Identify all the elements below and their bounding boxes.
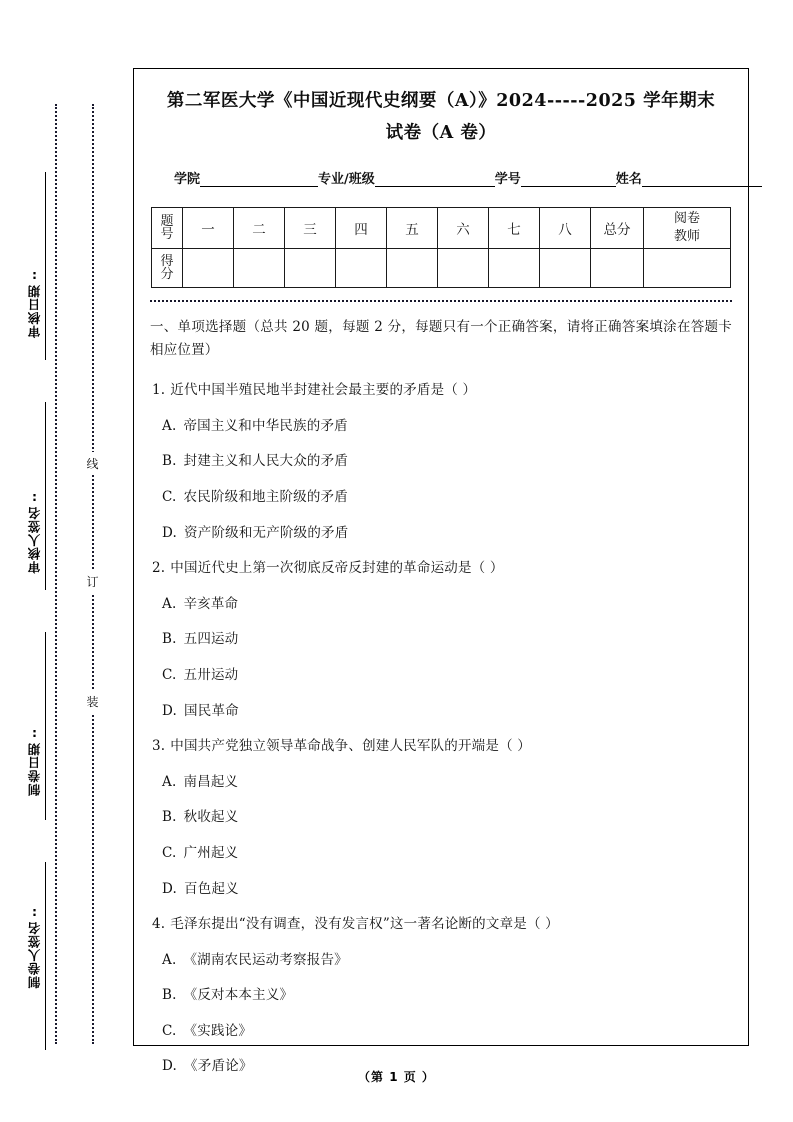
score-header-3: 三 [285, 207, 336, 248]
option-b-text: 封建主义和人民大众的矛盾 [183, 453, 349, 470]
option-c[interactable] [150, 665, 732, 687]
score-cell-7[interactable] [489, 248, 540, 287]
option-a-text: 辛亥革命 [183, 595, 239, 612]
grader-char-1: 阅卷 [673, 211, 700, 227]
fold-mark-bind: 装 [84, 690, 101, 713]
student-id-label: 学号 [494, 171, 521, 187]
margin-label-production-date: 制卷日期: [27, 726, 42, 796]
score-cell-4[interactable] [336, 248, 387, 287]
option-c-label: C. [162, 1022, 177, 1039]
option-d-text: 百色起义 [184, 880, 239, 897]
option-a-text: 帝国主义和中华民族的矛盾 [183, 417, 348, 434]
option-d-label: D. [162, 880, 178, 897]
fold-mark-staple: 订 [84, 570, 101, 593]
option-b[interactable] [150, 985, 732, 1007]
score-header-4: 四 [336, 207, 387, 248]
option-d[interactable] [150, 701, 732, 723]
score-cell-8[interactable] [540, 248, 591, 287]
score-cell-total[interactable] [591, 248, 644, 287]
question-stem [150, 914, 732, 936]
option-d[interactable] [150, 879, 732, 901]
exam-paper-body [133, 68, 749, 1075]
option-b-label: B. [162, 809, 177, 826]
question-stem [150, 736, 732, 758]
option-a-label: A. [162, 595, 177, 612]
option-d-text: 资产阶级和无产阶级的矛盾 [184, 524, 349, 541]
option-c-text: 《实践论》 [183, 1022, 253, 1039]
score-cell-1[interactable] [183, 248, 234, 287]
score-header-7: 七 [489, 207, 540, 248]
score-header-grader [644, 207, 731, 248]
option-b-text: 五四运动 [183, 631, 239, 648]
option-b-label: B. [162, 631, 177, 648]
exam-title-line-1: 第二军医大学《中国近现代史纲要（A）》2024-----2025 学年期末 [166, 91, 716, 111]
major-class-input[interactable] [375, 173, 495, 187]
student-info-row [150, 168, 732, 187]
college-label: 学院 [174, 171, 201, 187]
section-divider [150, 300, 732, 302]
option-b[interactable] [150, 807, 732, 829]
margin-label-producer-signature: 制卷人签名: [27, 905, 42, 989]
review-date-rule [45, 172, 46, 360]
question-number: 1. [152, 382, 166, 399]
option-d-label: D. [162, 524, 178, 541]
producer-signature-rule [45, 862, 46, 1050]
score-cell-6[interactable] [438, 248, 489, 287]
production-date-rule [45, 632, 46, 820]
option-a-text: 南昌起义 [183, 773, 239, 790]
option-b-text: 秋收起义 [183, 809, 239, 826]
question-stem [150, 558, 732, 580]
option-c-label: C. [162, 844, 177, 861]
question-number: 2. [152, 560, 166, 577]
option-c-text: 广州起义 [183, 844, 239, 861]
stub-char-2: 号 [160, 226, 174, 242]
score-cell-5[interactable] [387, 248, 438, 287]
score-header-8: 八 [540, 207, 591, 248]
option-c-label: C. [162, 488, 177, 505]
score-cell-2[interactable] [234, 248, 285, 287]
option-d[interactable] [150, 523, 732, 545]
question-item [150, 736, 732, 900]
score-cell-3[interactable] [285, 248, 336, 287]
option-c-text: 农民阶级和地主阶级的矛盾 [183, 488, 348, 505]
option-d-label: D. [162, 1058, 178, 1075]
question-item [150, 380, 732, 544]
option-b-label: B. [162, 453, 177, 470]
exam-title-line-2: 试卷（A 卷） [385, 123, 497, 144]
table-row-scores [152, 248, 731, 287]
major-class-label: 专业/班级 [318, 171, 375, 187]
major-class-field[interactable] [318, 168, 495, 187]
question-item [150, 558, 732, 722]
student-name-label: 姓名 [615, 171, 642, 187]
option-a-label: A. [162, 951, 177, 968]
stub-score-char-1: 得 [160, 253, 174, 269]
question-item [150, 914, 732, 1078]
score-cell-grader[interactable] [644, 248, 731, 287]
margin-label-reviewer-signature: 审核人签名: [27, 490, 42, 574]
option-d-text: 国民革命 [184, 702, 239, 719]
score-table [151, 207, 731, 288]
question-text: 中国近代史上第一次彻底反帝反封建的革命运动是（ ） [170, 560, 504, 577]
binding-dashed-line-outer [55, 104, 57, 1044]
page-footer: （第 1 页 ） [358, 1070, 435, 1084]
score-header-5: 五 [387, 207, 438, 248]
option-c[interactable] [150, 487, 732, 509]
option-c[interactable] [150, 843, 732, 865]
reviewer-signature-rule [45, 402, 46, 590]
college-field[interactable] [174, 168, 318, 187]
score-table-stub-question [152, 207, 183, 248]
option-a[interactable] [150, 416, 732, 438]
question-stem [150, 380, 732, 402]
margin-label-review-date: 审核日期: [27, 268, 42, 338]
option-b[interactable] [150, 451, 732, 473]
grader-char-2: 教师 [673, 228, 700, 244]
section-instruction: 一、单项选择题（总共 20 题，每题 2 分，每题只有一个正确答案，请将正确答案填涂在答题卡相应位置） [150, 318, 732, 358]
score-header-6: 六 [438, 207, 489, 248]
question-text: 中国共产党独立领导革命战争、创建人民军队的开端是（ ） [170, 738, 531, 755]
option-a[interactable] [150, 950, 732, 972]
option-a-text: 《湖南农民运动考察报告》 [183, 951, 348, 968]
option-c[interactable] [150, 1021, 732, 1043]
option-a-label: A. [162, 417, 177, 434]
table-row-question-numbers [152, 207, 731, 248]
fold-mark-line: 线 [84, 452, 101, 475]
score-table-stub-score [152, 248, 183, 287]
stub-char-1: 题 [160, 213, 174, 229]
question-text: 毛泽东提出“没有调查，没有发言权”这一著名论断的文章是（ ） [170, 916, 559, 933]
option-b-text: 《反对本本主义》 [183, 987, 294, 1004]
option-c-text: 五卅运动 [183, 666, 239, 683]
question-number: 3. [152, 738, 166, 755]
student-id-input[interactable] [521, 173, 616, 187]
college-input[interactable] [200, 173, 318, 187]
option-c-label: C. [162, 666, 177, 683]
option-a-label: A. [162, 773, 177, 790]
score-header-2: 二 [234, 207, 285, 248]
score-header-1: 一 [183, 207, 234, 248]
option-a[interactable] [150, 594, 732, 616]
question-number: 4. [152, 916, 166, 933]
question-area [150, 316, 732, 1078]
option-d-text: 《矛盾论》 [184, 1058, 253, 1075]
student-name-field[interactable] [616, 168, 762, 187]
option-a[interactable] [150, 772, 732, 794]
question-text: 近代中国半殖民地半封建社会最主要的矛盾是（ ） [170, 382, 477, 399]
page-title [156, 85, 726, 150]
score-header-total: 总分 [591, 207, 644, 248]
stub-score-char-2: 分 [160, 266, 174, 282]
option-b-label: B. [162, 987, 177, 1004]
student-name-input[interactable] [642, 173, 762, 187]
option-b[interactable] [150, 629, 732, 651]
student-id-field[interactable] [495, 168, 616, 187]
option-d-label: D. [162, 702, 178, 719]
